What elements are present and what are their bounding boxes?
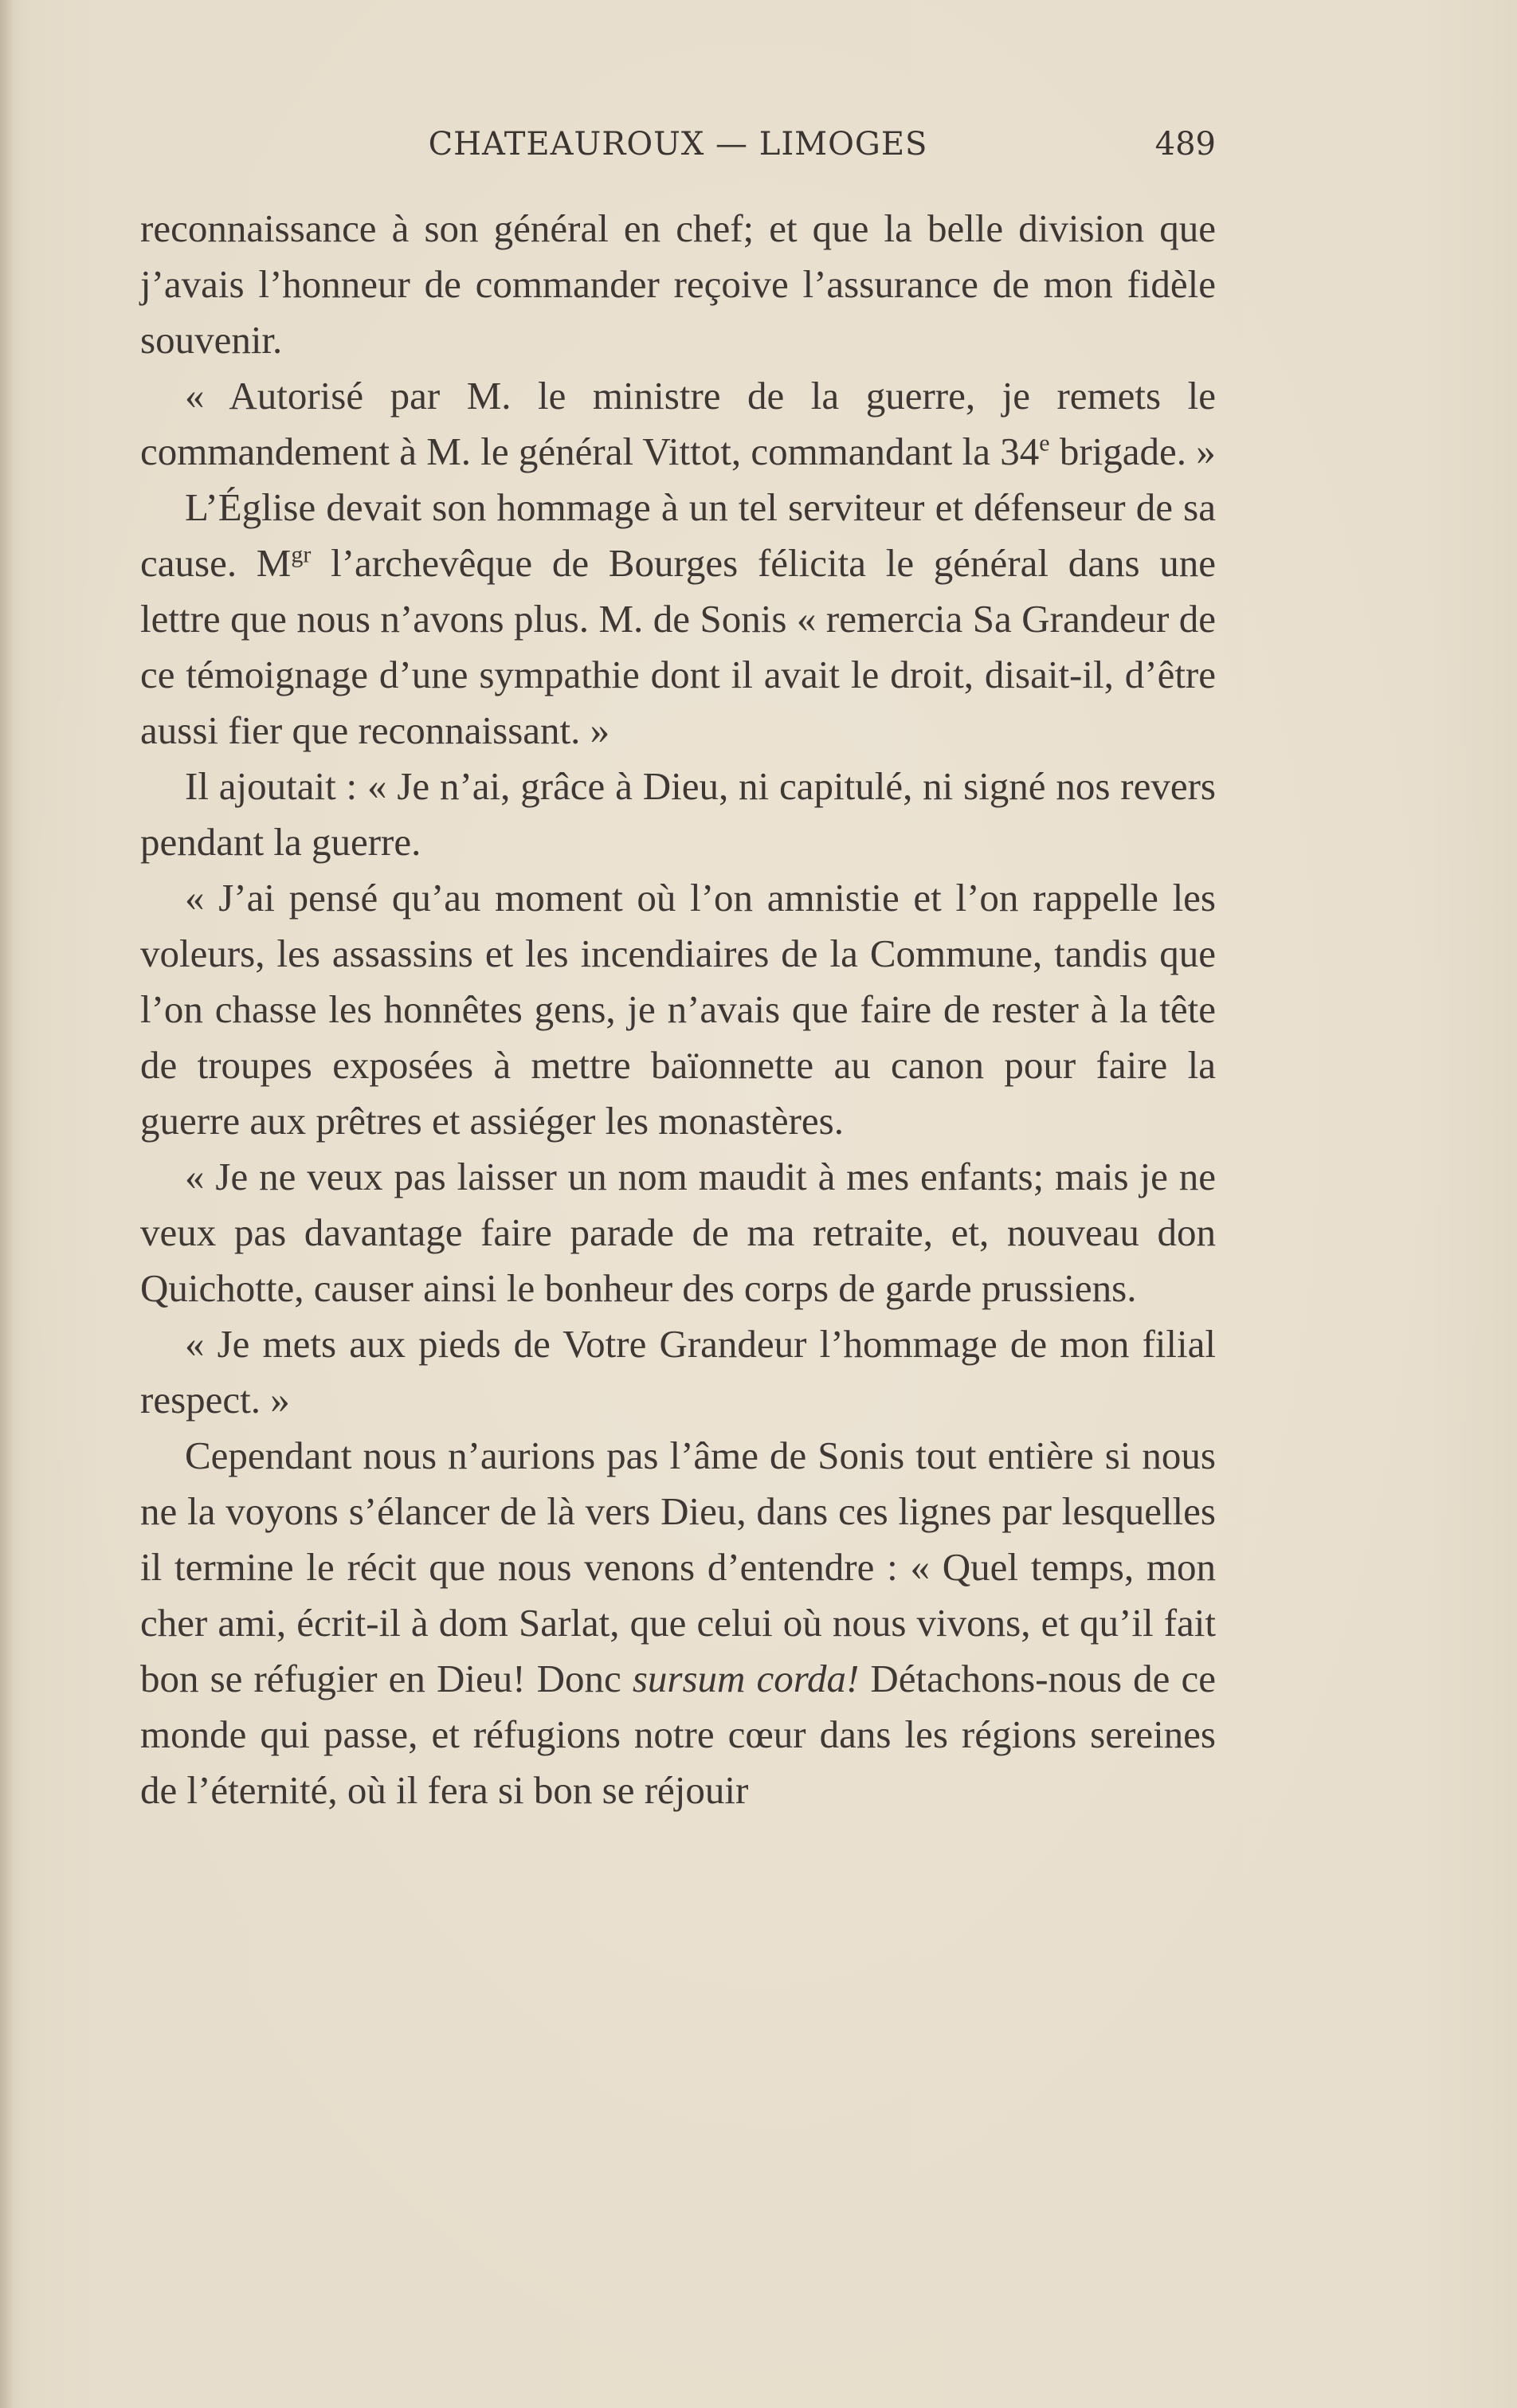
gutter-shadow xyxy=(0,0,14,2408)
paragraph-5-text: « J’ai pensé qu’au moment où l’on amnistie et l’on rappelle les voleurs, les assassins et les incendiaires de la Commune, tandis que l’on chasse les honnêtes gens, je n’avais que faire de rester à la tête de troupes exposées à mettre baïonnette au canon pour faire la guerre aux prêtres et assiéger les monastères. xyxy=(140,876,1216,1143)
paragraph-5 xyxy=(140,870,1216,1149)
paragraph-1-text: reconnaissance à son général en chef; et que la belle division que j’avais l’honneur de commander reçoive l’assurance de mon fidèle souvenir. xyxy=(140,206,1216,362)
paragraph-3-text-a: L’Église devait son hommage à un tel serviteur et défenseur de sa cause. M xyxy=(140,485,1216,585)
paragraph-8 xyxy=(140,1428,1216,1818)
body-text xyxy=(140,201,1216,1818)
page-number: 489 xyxy=(1154,126,1216,163)
superscript-e: e xyxy=(1039,429,1050,457)
paragraph-4-text: Il ajoutait : « Je n’ai, grâce à Dieu, ni capitulé, ni signé nos revers pendant la guerre. xyxy=(140,764,1216,864)
paragraph-7-text: « Je mets aux pieds de Votre Grandeur l’hommage de mon filial respect. » xyxy=(140,1322,1216,1422)
running-head xyxy=(140,126,1216,174)
paragraph-6 xyxy=(140,1149,1216,1316)
paragraph-8-italic: sursum corda! xyxy=(632,1657,860,1700)
paragraph-8-text-a: Cependant nous n’aurions pas l’âme de Sonis tout entière si nous ne la voyons s’élancer de là vers Dieu, dans ces lignes par lesquelles il termine le récit que nous venons d’entendre : « Quel temps, mon cher ami, écrit-il à dom Sarlat, que celui où nous vivons, et qu’il fait bon se réfugier en Dieu! Donc xyxy=(140,1433,1216,1700)
paragraph-1 xyxy=(140,201,1216,368)
paragraph-4 xyxy=(140,759,1216,870)
superscript-gr: gr xyxy=(291,541,312,568)
paragraph-3 xyxy=(140,480,1216,759)
paragraph-6-text: « Je ne veux pas laisser un nom maudit à mes enfants; mais je ne veux pas davantage faire parade de ma retraite, et, nouveau don Quichotte, causer ainsi le bonheur des corps de garde prussiens. xyxy=(140,1155,1216,1310)
paragraph-2-text-a: « Autorisé par M. le ministre de la guerre, je remets le commandement à M. le général Vittot, commandant la 34 xyxy=(140,374,1216,473)
paragraph-2 xyxy=(140,368,1216,480)
paragraph-3-text-b: l’archevêque de Bourges félicita le général dans une lettre que nous n’avons plus. M. de Sonis « remercia Sa Grandeur de ce témoignage d’une sympathie dont il avait le droit, disait-il, d’être aussi fier que reconnaissant. » xyxy=(140,541,1217,752)
paragraph-8-text-b: Détachons-nous de ce monde qui passe, et réfugions notre cœur dans les régions sereines de l’éternité, où il fera si bon se réjouir xyxy=(140,1657,1216,1812)
paragraph-7 xyxy=(140,1316,1216,1428)
paragraph-2-text-b: brigade. » xyxy=(1049,429,1216,473)
running-title: CHATEAUROUX — LIMOGES xyxy=(428,126,928,163)
